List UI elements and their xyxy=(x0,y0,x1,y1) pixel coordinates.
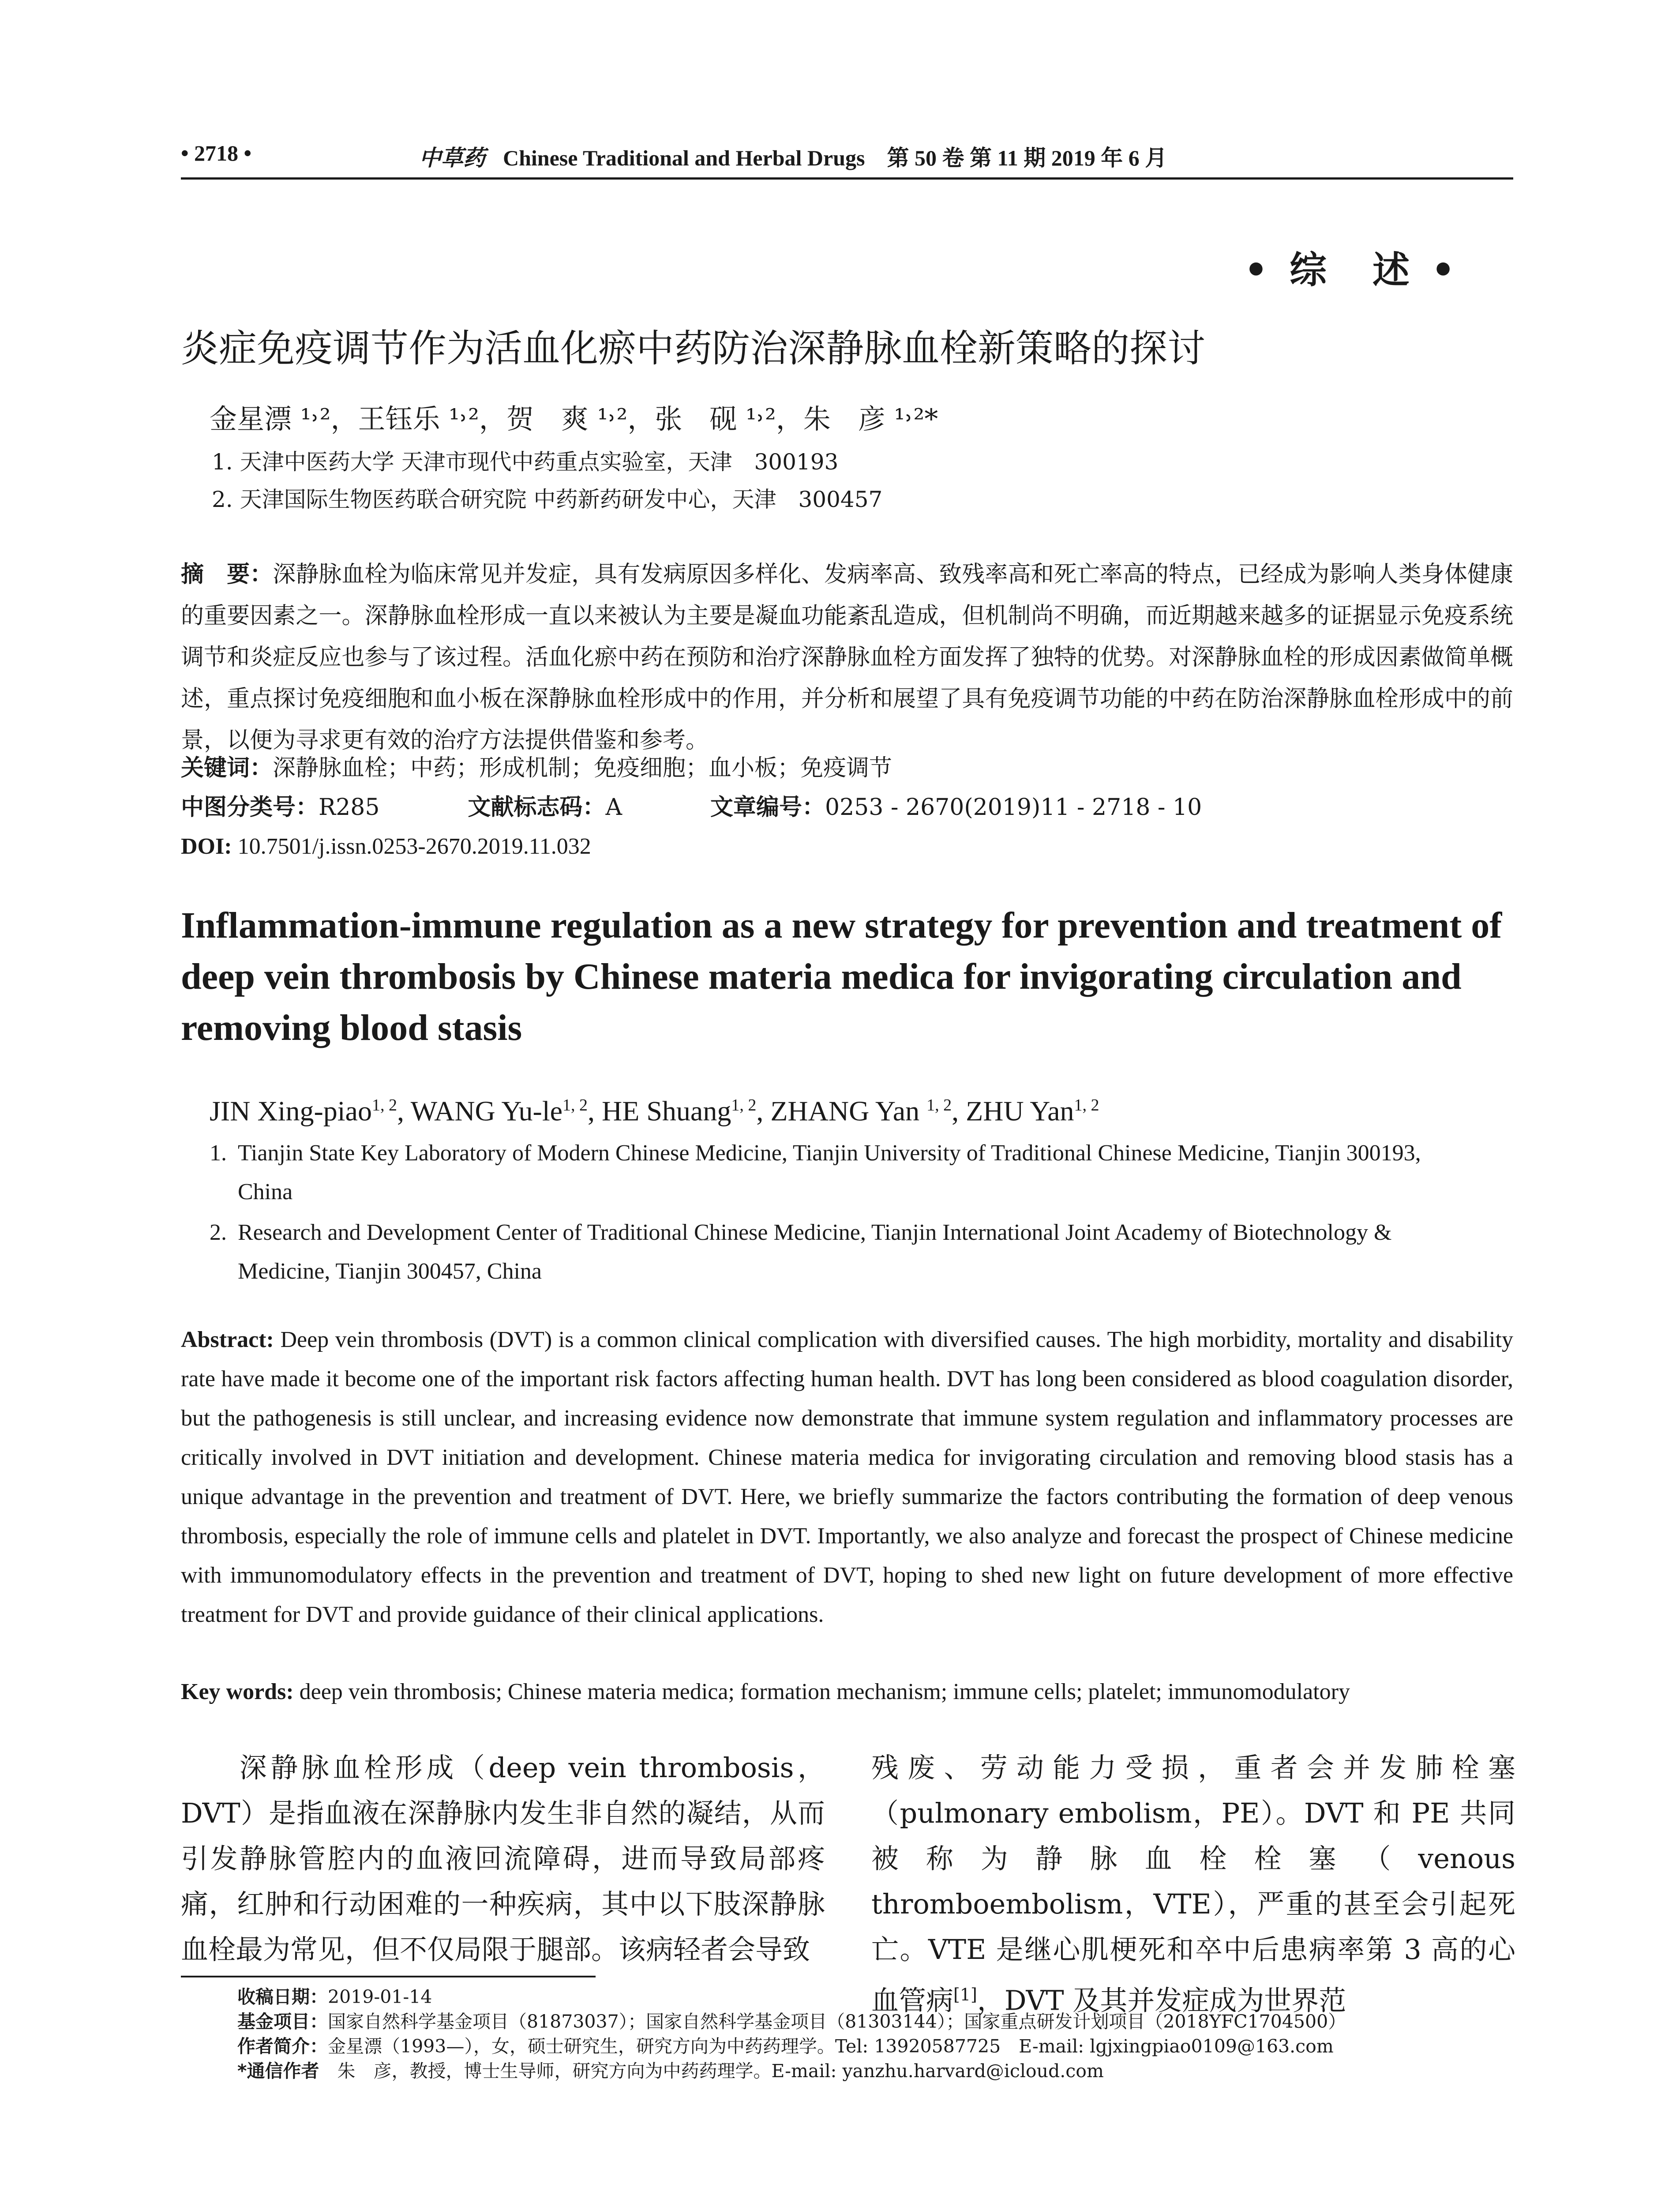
classification-line xyxy=(181,793,1202,822)
author-affil-sup: 1, 2 xyxy=(562,1096,588,1114)
affiliation-number: 2. xyxy=(210,1220,227,1245)
affiliation-cn-1: 1. 天津中医药大学 天津市现代中药重点实验室，天津 300193 xyxy=(212,449,839,475)
journal-title-cn: 中草药 xyxy=(419,146,485,170)
body-left-text: 深静脉血栓形成（deep vein thrombosis，DVT）是指血液在深静脉内发生非自然的凝结，从而引发静脉管腔内的血液回流障碍，进而导致局部疼痛，红肿和行动困难的一种疾病，其中以下肢深静脉血栓最为常见，但不仅局限于腿部。该病轻者会导致 xyxy=(181,1752,825,1966)
keywords-en-text: deep vein thrombosis; Chinese materia medica; formation mechanism; immune cells; platelet; immunomodulatory xyxy=(299,1679,1350,1704)
page-number: • 2718 • xyxy=(181,141,252,165)
body-right-text-cont: ，DVT 及其并发症成为世界范 xyxy=(977,1984,1346,2017)
author-name: , ZHANG Yan xyxy=(756,1095,927,1127)
affiliation-en-1 xyxy=(210,1134,1515,1212)
author-name: , WANG Yu-le xyxy=(397,1095,562,1127)
doc-code-label: 文献标志码： xyxy=(468,794,606,821)
footnote-label: 基金项目： xyxy=(237,2011,328,2032)
footnote-rule xyxy=(181,1976,596,1977)
abstract-cn-label: 摘 要： xyxy=(181,561,273,588)
body-column-right xyxy=(871,1745,1515,2023)
footnote-value: 金星漂（1993—），女，硕士研究生，研究方向为中药药理学。Tel: 13920587725 E-mail: lgjxingpiao0109@163.com xyxy=(328,2036,1334,2057)
running-header xyxy=(181,140,1513,176)
keywords-english xyxy=(181,1677,1518,1707)
footnote-corresponding xyxy=(237,2059,1517,2083)
footnote-fund xyxy=(237,2009,1517,2034)
abstract-cn-text: 深静脉血栓为临床常见并发症，具有发病原因多样化、发病率高、致残率高和死亡率高的特点，已经成为影响人类身体健康的重要因素之一。深静脉血栓形成一直以来被认为主要是凝血功能紊乱造成，但机制尚不明确，而近期越来越多的证据显示免疫系统调节和炎症反应也参与了该过程。活血化瘀中药在预防和治疗深静脉血栓方面发挥了独特的优势。对深静脉血栓的形成因素做简单概述，重点探讨免疫细胞和血小板在深静脉血栓形成中的作用，并分析和展望了具有免疫调节功能的中药在防治深静脉血栓形成中的前景，以便为寻求更有效的治疗方法提供借鉴和参考。 xyxy=(181,561,1513,754)
author-affil-sup: 1, 2 xyxy=(371,1096,397,1114)
article-number-value: 0253 - 2670(2019)11 - 2718 - 10 xyxy=(825,794,1202,821)
keywords-en-label: Key words: xyxy=(181,1679,294,1704)
footnote-author xyxy=(237,2034,1517,2059)
keywords-cn-text: 深静脉血栓；中药；形成机制；免疫细胞；血小板；免疫调节 xyxy=(273,755,892,781)
footnote-value: 国家自然科学基金项目（81873037）；国家自然科学基金项目（81303144）；国家重点研发计划项目（2018YFC1704500） xyxy=(328,2011,1346,2032)
affiliation-line: Research and Development Center of Traditional Chinese Medicine, Tianjin International Joint Academy of Biotechnology & xyxy=(238,1220,1392,1245)
author-affil-sup: 1, 2 xyxy=(731,1096,757,1114)
abstract-en-label: Abstract: xyxy=(181,1327,274,1352)
author-affil-sup: 1, 2 xyxy=(926,1096,952,1114)
author-name: , ZHU Yan xyxy=(952,1095,1074,1127)
doc-code-value: A xyxy=(605,794,622,821)
doi-label: DOI: xyxy=(181,834,232,859)
body-right-text: 残废、劳动能力受损，重者会并发肺栓塞（pulmonary embolism，PE）。DVT 和 PE 共同被称为静脉血栓栓塞（venous thromboembolism，VTE），严重的甚至会引起死亡。VTE 是继心肌梗死和卒中后患病率第 3 高的心血管病 xyxy=(871,1752,1515,2017)
footnote-received xyxy=(237,1985,1517,2009)
affiliation-line: Medicine, Tianjin 300457, China xyxy=(238,1259,542,1284)
authors-english xyxy=(210,1088,1099,1129)
article-number-label: 文章编号： xyxy=(710,794,825,821)
footnote-label: 收稿日期： xyxy=(237,1986,328,2007)
title-english: Inflammation-immune regulation as a new strategy for prevention and treatment of deep vein thrombosis by Chinese materia medica for invigorating circulation and removing blood stasis xyxy=(181,905,1502,1048)
affiliation-en-2 xyxy=(210,1213,1515,1291)
journal-issue-info: Chinese Traditional and Herbal Drugs 第 50 卷 第 11 期 2019 年 6 月 xyxy=(503,146,1167,170)
author-affil-sup: 1, 2 xyxy=(1074,1096,1099,1114)
abstract-chinese xyxy=(181,554,1513,761)
section-tag: • 综 述 • xyxy=(1244,248,1459,292)
journal-title xyxy=(419,140,1167,172)
author-name: , HE Shuang xyxy=(588,1095,731,1127)
clc-value: R285 xyxy=(319,794,380,821)
title-chinese: 炎症免疫调节作为活血化瘀中药防治深静脉血栓新策略的探讨 xyxy=(181,326,1205,371)
doi-value[interactable]: 10.7501/j.issn.0253-2670.2019.11.032 xyxy=(237,834,591,859)
affiliation-number: 1. xyxy=(210,1141,227,1166)
abstract-en-text: Deep vein thrombosis (DVT) is a common clinical complication with diversified causes. The high morbidity, mortality and disability rate have made it become one of the important risk factors affecting human health. DVT has long been considered as blood coagulation disorder, but the pathogenesis is still unclear, and increasing evidence now demonstrate that immune system regulation and inflammatory processes are critically involved in DVT initiation and development. Chinese materia medica for invigorating circulation and removing blood stasis has a unique advantage in the prevention and treatment of DVT. Here, we briefly summarize the factors contributing the formation of deep venous thrombosis, especially the role of immune cells and platelet in DVT. Importantly, we also analyze and forecast the prospect of Chinese medicine with immunomodulatory effects in the prevention and treatment of DVT, hoping to shed new light on future development of more effective treatment for DVT and provide guidance of their clinical applications. xyxy=(181,1327,1513,1627)
clc-label: 中图分类号： xyxy=(181,794,319,821)
keywords-cn-label: 关键词： xyxy=(181,755,273,781)
authors-chinese: 金星漂 ¹˒²，王钰乐 ¹˒²，贺 爽 ¹˒²，张 砚 ¹˒²，朱 彦 ¹˒²* xyxy=(210,403,938,435)
footnote-value: 朱 彦，教授，博士生导师，研究方向为中药药理学。E-mail: yanzhu.harvard@icloud.com xyxy=(337,2060,1104,2082)
footnote-label: *通信作者 xyxy=(237,2060,319,2082)
author-name: JIN Xing-piao xyxy=(210,1095,372,1127)
doi-line xyxy=(181,832,591,861)
abstract-english xyxy=(181,1320,1513,1634)
affiliation-line: China xyxy=(238,1179,293,1204)
header-rule xyxy=(181,177,1513,180)
body-column-left xyxy=(181,1745,825,1972)
affiliation-line: Tianjin State Key Laboratory of Modern Chinese Medicine, Tianjin University of Traditional Chinese Medicine, Tianjin 300193, xyxy=(238,1141,1421,1166)
affiliation-cn-2: 2. 天津国际生物医药联合研究院 中药新药研发中心，天津 300457 xyxy=(212,487,883,512)
footnote-label: 作者简介： xyxy=(237,2036,328,2057)
keywords-chinese xyxy=(181,754,892,783)
footnotes xyxy=(237,1985,1517,2083)
citation-ref[interactable]: [1] xyxy=(953,1985,977,2004)
footnote-value: 2019-01-14 xyxy=(328,1986,432,2007)
